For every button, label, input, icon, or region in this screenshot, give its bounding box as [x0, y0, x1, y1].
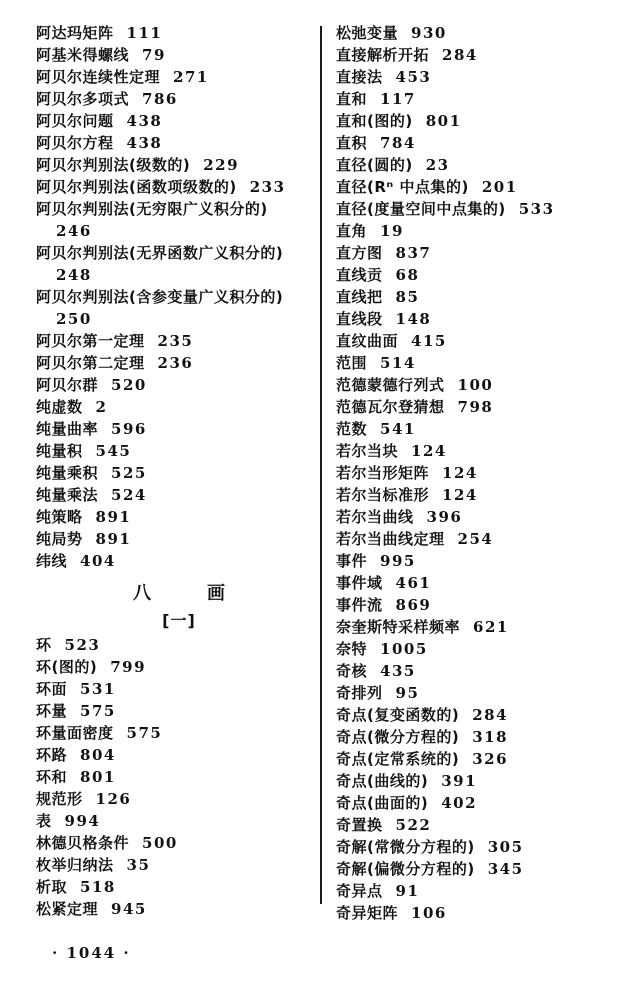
index-entry — [336, 198, 636, 220]
index-entry — [36, 396, 322, 418]
entry-page: 621 — [473, 618, 509, 636]
entry-page: 100 — [457, 376, 494, 394]
entry-term: 若尔当曲线定理 — [336, 530, 445, 548]
index-entry — [336, 22, 636, 44]
entry-term: 范德瓦尔登猜想 — [336, 398, 445, 416]
entry-term: 范围 — [336, 354, 368, 372]
entry-term: 环路 — [36, 746, 68, 764]
entry-page: 541 — [380, 420, 416, 438]
index-entry — [36, 854, 322, 876]
entry-page: 126 — [95, 790, 132, 808]
index-entry — [336, 396, 636, 418]
index-entry — [336, 682, 636, 704]
index-entry — [336, 110, 636, 132]
entry-term: 奇置换 — [336, 816, 383, 834]
index-entry — [36, 506, 322, 528]
entry-term: 规范形 — [36, 790, 83, 808]
index-entry — [336, 880, 636, 902]
index-entry — [336, 242, 636, 264]
entry-page: 533 — [518, 200, 555, 218]
entry-term: 阿贝尔连续性定理 — [36, 68, 161, 86]
index-entry — [36, 656, 322, 678]
entry-page: 801 — [80, 768, 116, 786]
column-divider — [320, 26, 322, 904]
index-entry — [336, 330, 636, 352]
index-entry — [336, 418, 636, 440]
index-entry — [336, 748, 636, 770]
index-entry — [36, 88, 322, 110]
entry-page: 85 — [395, 288, 420, 306]
index-entry — [36, 634, 322, 656]
index-entry — [336, 638, 636, 660]
entry-term: 直积 — [336, 134, 368, 152]
entry-page: 404 — [80, 552, 116, 570]
entry-term: 奇异矩阵 — [336, 904, 399, 922]
entry-term: 纬线 — [36, 552, 68, 570]
index-entry — [336, 176, 636, 198]
index-entry — [36, 44, 322, 66]
index-entry — [36, 462, 322, 484]
entry-term: 奇解(常微分方程的) — [336, 838, 475, 856]
entry-page: 2 — [95, 398, 108, 416]
entry-term: 若尔当曲线 — [336, 508, 414, 526]
entry-page: 254 — [457, 530, 494, 548]
index-entry — [36, 286, 322, 308]
index-entry — [36, 700, 322, 722]
entry-page: 837 — [395, 244, 432, 262]
entry-term: 直径(Rⁿ 中点集的) — [336, 178, 469, 196]
entry-page: 124 — [442, 464, 478, 482]
index-entry — [36, 352, 322, 374]
entry-term: 阿贝尔第二定理 — [36, 354, 145, 372]
entry-term: 阿基米得螺线 — [36, 46, 130, 64]
entry-term: 环和 — [36, 768, 68, 786]
index-entry — [36, 176, 322, 198]
index-entry — [36, 418, 322, 440]
index-entry — [36, 744, 322, 766]
index-entry — [336, 506, 636, 528]
entry-page: 229 — [203, 156, 240, 174]
entry-page: 438 — [126, 134, 163, 152]
entry-term: 环量面密度 — [36, 724, 114, 742]
entry-term: 直方图 — [336, 244, 383, 262]
index-entry — [36, 550, 322, 572]
entry-page: 869 — [395, 596, 432, 614]
entry-term: 直径(度量空间中点集的) — [336, 200, 506, 218]
entry-term: 纯策略 — [36, 508, 83, 526]
entry-page: 804 — [80, 746, 116, 764]
index-entry — [36, 876, 322, 898]
entry-page: 415 — [411, 332, 447, 350]
index-entry — [336, 44, 636, 66]
left-column — [36, 22, 322, 920]
entry-term: 阿贝尔群 — [36, 376, 99, 394]
index-entry — [36, 766, 322, 788]
entry-term: 奇点(定常系统的) — [336, 750, 460, 768]
entry-page: 523 — [64, 636, 101, 654]
entry-term: 纯量乘法 — [36, 486, 99, 504]
index-entry — [36, 374, 322, 396]
entry-term: 环量 — [36, 702, 68, 720]
entry-term: 事件域 — [336, 574, 383, 592]
entry-page: 575 — [80, 702, 116, 720]
entry-page: 438 — [126, 112, 163, 130]
entry-page: 596 — [111, 420, 147, 438]
entry-page: 995 — [380, 552, 416, 570]
index-entry — [36, 22, 322, 44]
entry-page: 994 — [64, 812, 101, 830]
entry-term: 林德贝格条件 — [36, 834, 130, 852]
entry-term: 范德蒙德行列式 — [336, 376, 445, 394]
entry-term: 阿贝尔问题 — [36, 112, 114, 130]
entry-page: 945 — [111, 900, 147, 918]
index-entry — [336, 462, 636, 484]
entry-page: 35 — [126, 856, 151, 874]
index-entry — [336, 616, 636, 638]
entry-term: 表 — [36, 812, 52, 830]
entry-term: 纯量曲率 — [36, 420, 99, 438]
index-entry — [36, 66, 322, 88]
entry-term: 直径(圆的) — [336, 156, 413, 174]
entry-page: 23 — [425, 156, 450, 174]
index-entry — [336, 374, 636, 396]
entry-page: 326 — [472, 750, 509, 768]
entry-page: 518 — [80, 878, 116, 896]
index-entry — [36, 722, 322, 744]
entry-page: 500 — [142, 834, 178, 852]
entry-page: 124 — [411, 442, 447, 460]
entry-page: 201 — [481, 178, 518, 196]
entry-term: 奇点(曲线的) — [336, 772, 429, 790]
index-entry — [336, 132, 636, 154]
entry-term: 若尔当形矩阵 — [336, 464, 430, 482]
entry-term: 阿贝尔方程 — [36, 134, 114, 152]
index-entry — [336, 572, 636, 594]
entry-page: 117 — [380, 90, 416, 108]
entry-term: 阿贝尔判别法(含参变量广义积分的) — [36, 288, 284, 306]
index-entry — [336, 902, 636, 924]
entry-page: 68 — [395, 266, 420, 284]
index-entry — [336, 484, 636, 506]
entry-term: 枚举归纳法 — [36, 856, 114, 874]
entry-page: 930 — [411, 24, 447, 42]
index-entry — [336, 704, 636, 726]
entry-term: 直和 — [336, 90, 368, 108]
entry-term: 环面 — [36, 680, 68, 698]
entry-page: 435 — [380, 662, 416, 680]
entry-term: 若尔当块 — [336, 442, 399, 460]
entry-page: 545 — [95, 442, 132, 460]
index-entry — [36, 810, 322, 832]
entry-term: 析取 — [36, 878, 68, 896]
right-column — [336, 22, 636, 924]
entry-term: 范数 — [336, 420, 368, 438]
entry-term: 阿贝尔判别法(级数的) — [36, 156, 191, 174]
index-entry — [336, 308, 636, 330]
entry-term: 若尔当标准形 — [336, 486, 430, 504]
entry-term: 奇点(微分方程的) — [336, 728, 460, 746]
index-entry — [336, 836, 636, 858]
entry-page: 520 — [111, 376, 147, 394]
entry-page: 799 — [110, 658, 147, 676]
entry-term: 直线把 — [336, 288, 383, 306]
index-entry — [336, 88, 636, 110]
entry-term: 环 — [36, 636, 52, 654]
section-header-char: 画 — [207, 583, 225, 604]
entry-term: 事件流 — [336, 596, 383, 614]
entry-term: 奇核 — [336, 662, 368, 680]
entry-term: 奇解(偏微分方程的) — [336, 860, 475, 878]
index-entry — [36, 898, 322, 920]
index-entry — [36, 440, 322, 462]
index-entry — [36, 132, 322, 154]
entry-page: 531 — [80, 680, 116, 698]
index-entry — [336, 286, 636, 308]
index-entry — [336, 814, 636, 836]
entry-page: 284 — [442, 46, 478, 64]
entry-page: 525 — [111, 464, 147, 482]
entry-term: 事件 — [336, 552, 368, 570]
entry-term: 奇排列 — [336, 684, 383, 702]
entry-term: 纯局势 — [36, 530, 83, 548]
index-entry — [336, 352, 636, 374]
entry-page: 95 — [395, 684, 420, 702]
index-entry — [336, 858, 636, 880]
index-entry — [36, 330, 322, 352]
page-number-footer: · 1044 · — [52, 944, 131, 962]
entry-page: 305 — [487, 838, 524, 856]
entry-term: 直接法 — [336, 68, 383, 86]
index-entry — [336, 594, 636, 616]
entry-page: 148 — [395, 310, 432, 328]
entry-page: 891 — [95, 508, 132, 526]
entry-page: 19 — [380, 222, 404, 240]
index-entry — [336, 660, 636, 682]
entry-page: 236 — [157, 354, 194, 372]
entry-page: 111 — [126, 24, 163, 42]
entry-page: 402 — [441, 794, 478, 812]
entry-page: 124 — [442, 486, 478, 504]
entry-term: 阿达玛矩阵 — [36, 24, 114, 42]
section-header-char: 八 — [133, 583, 151, 604]
entry-term: 纯量乘积 — [36, 464, 99, 482]
entry-term: 松紧定理 — [36, 900, 99, 918]
entry-term: 阿贝尔判别法(无穷限广义积分的) — [36, 200, 268, 218]
index-entry — [336, 770, 636, 792]
entry-term: 直线段 — [336, 310, 383, 328]
entry-page: 784 — [380, 134, 416, 152]
index-entry — [336, 66, 636, 88]
entry-page: 345 — [487, 860, 524, 878]
index-entry — [36, 484, 322, 506]
index-entry — [336, 154, 636, 176]
entry-term: 奇点(复变函数的) — [336, 706, 460, 724]
index-entry — [36, 788, 322, 810]
entry-term: 奇点(曲面的) — [336, 794, 429, 812]
index-entry — [336, 550, 636, 572]
entry-page-continuation: 250 — [56, 310, 92, 328]
entry-term: 直线贡 — [336, 266, 383, 284]
index-entry — [336, 220, 636, 242]
index-entry — [36, 198, 322, 220]
entry-term: 奈奎斯特采样频率 — [336, 618, 461, 636]
entry-term: 阿贝尔判别法(无界函数广义积分的) — [36, 244, 284, 262]
index-entry — [336, 264, 636, 286]
entry-term: 纯量积 — [36, 442, 83, 460]
index-entry — [336, 726, 636, 748]
entry-term: 纯虚数 — [36, 398, 83, 416]
entry-page: 524 — [111, 486, 147, 504]
entry-page: 891 — [95, 530, 132, 548]
entry-term: 直接解析开拓 — [336, 46, 430, 64]
entry-page: 798 — [457, 398, 494, 416]
entry-page: 79 — [142, 46, 166, 64]
entry-page: 106 — [411, 904, 447, 922]
index-entry — [336, 528, 636, 550]
entry-page: 91 — [395, 882, 420, 900]
entry-term: 阿贝尔多项式 — [36, 90, 130, 108]
entry-term: 阿贝尔第一定理 — [36, 332, 145, 350]
entry-page: 391 — [441, 772, 478, 790]
index-entry — [36, 528, 322, 550]
entry-term: 直纹曲面 — [336, 332, 399, 350]
entry-page: 461 — [395, 574, 432, 592]
entry-page: 318 — [472, 728, 509, 746]
entry-page: 522 — [395, 816, 432, 834]
entry-page: 801 — [425, 112, 462, 130]
entry-page-continuation: 246 — [56, 222, 92, 240]
entry-term: 阿贝尔判别法(函数项级数的) — [36, 178, 237, 196]
entry-page: 514 — [380, 354, 416, 372]
subsection-header: [一] — [162, 611, 196, 630]
entry-term: 奈特 — [336, 640, 368, 658]
entry-page: 284 — [472, 706, 509, 724]
entry-page: 233 — [249, 178, 286, 196]
entry-term: 直和(图的) — [336, 112, 413, 130]
entry-term: 环(图的) — [36, 658, 98, 676]
index-entry — [36, 832, 322, 854]
index-entry — [336, 792, 636, 814]
entry-page: 575 — [126, 724, 163, 742]
index-entry — [336, 440, 636, 462]
index-entry — [36, 154, 322, 176]
entry-page: 396 — [426, 508, 463, 526]
entry-page: 271 — [173, 68, 209, 86]
index-entry — [36, 242, 322, 264]
entry-page: 453 — [395, 68, 432, 86]
entry-term: 直角 — [336, 222, 368, 240]
index-entry — [36, 678, 322, 700]
entry-page: 235 — [157, 332, 194, 350]
index-entry — [36, 110, 322, 132]
entry-page: 1005 — [380, 640, 428, 658]
entry-page: 786 — [142, 90, 178, 108]
entry-term: 松弛变量 — [336, 24, 399, 42]
entry-page-continuation: 248 — [56, 266, 92, 284]
section-header — [36, 577, 322, 607]
entry-term: 奇异点 — [336, 882, 383, 900]
